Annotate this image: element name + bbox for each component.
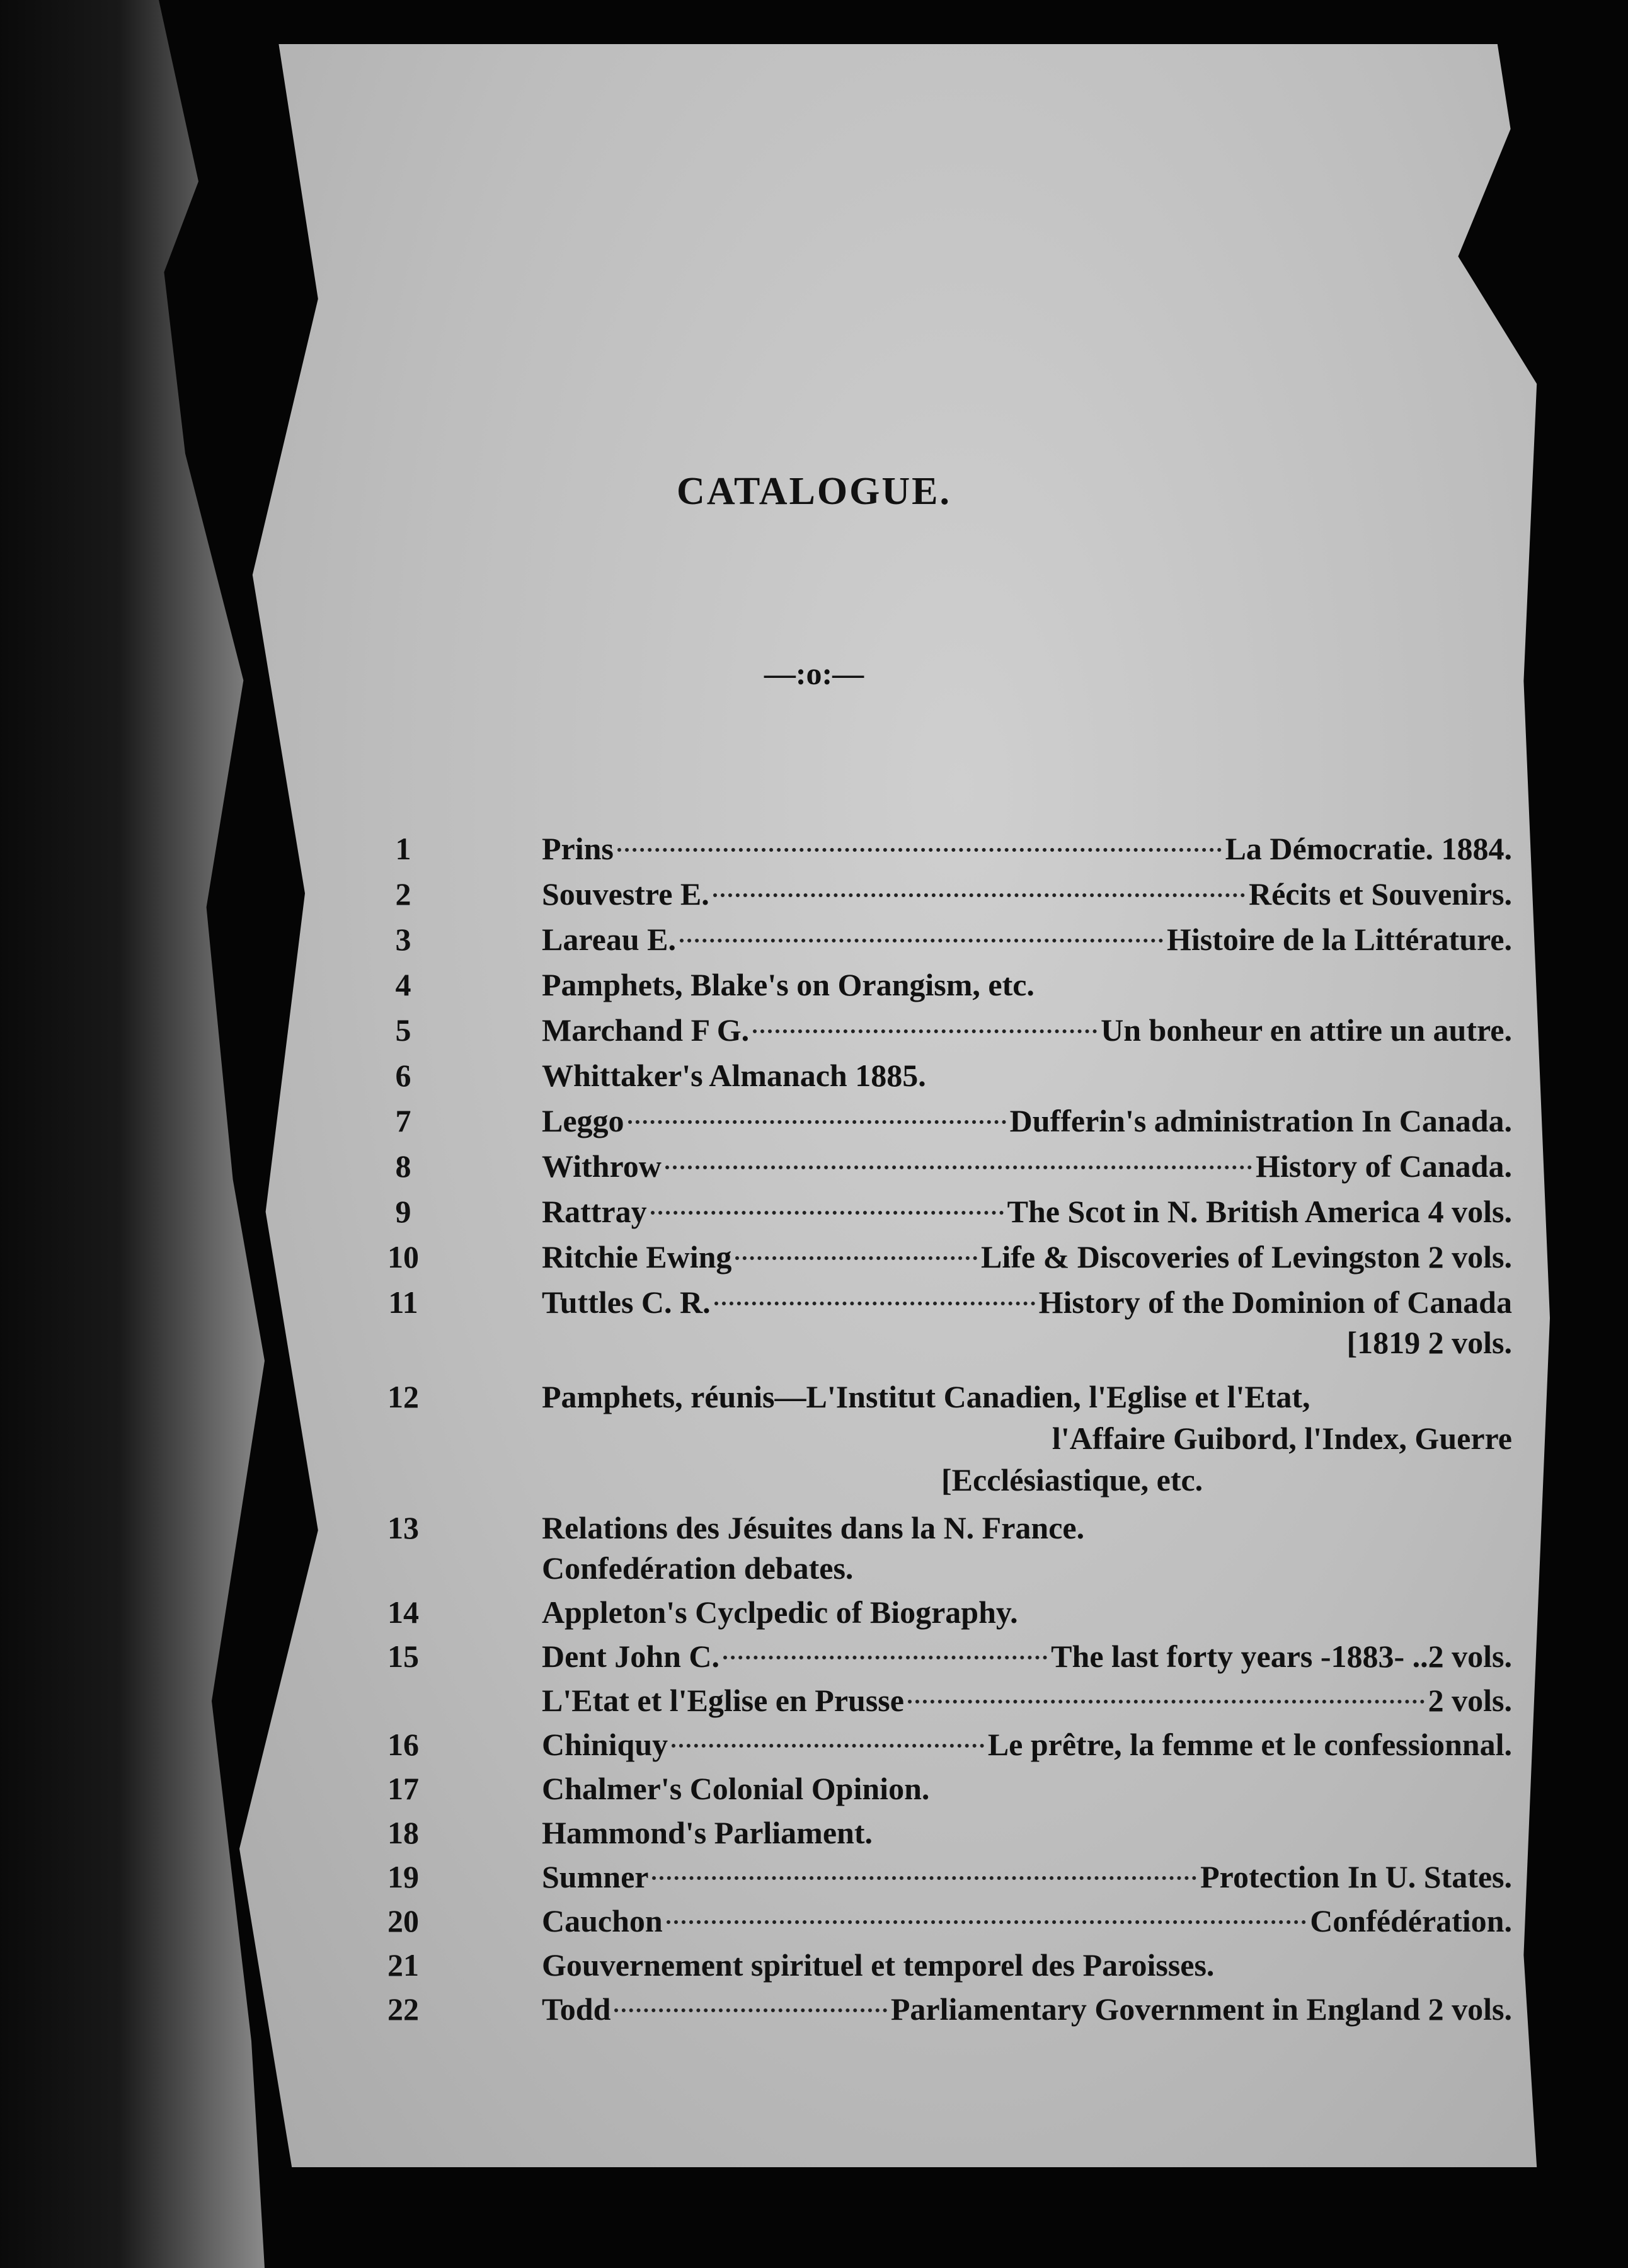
entry-title: Life & Discoveries of Levingston 2 vols. [981,1239,1512,1274]
page-title: CATALOGUE. [677,470,951,513]
entry-author: Ritchie Ewing [542,1239,732,1274]
entry-title: History of the Dominion of Canada [1038,1285,1512,1320]
leader-dots [714,1302,1035,1305]
entry-author: Pamphets, réunis— [542,1379,806,1414]
entry-author: Hammond's Parliament. [542,1815,873,1850]
entry-title: Protection In U. States. [1200,1859,1512,1894]
entry-number: 22 [387,1991,419,2027]
entry-number: 7 [395,1103,411,1138]
entry-number: 17 [387,1771,419,1806]
entry-number: 20 [387,1903,419,1939]
entry-title: Récits et Souvenirs. [1249,876,1512,912]
entry-title: The Scot in N. British America 4 vols. [1007,1194,1512,1229]
entry-author: Withrow [542,1148,662,1184]
leader-dots [617,848,1222,852]
entry-title: Histoire de la Littérature. [1166,922,1512,957]
leader-dots [628,1120,1006,1124]
entry-title: La Démocratie. 1884. [1225,831,1512,866]
leader-dots [652,1876,1196,1880]
title-divider: —:o:— [764,656,864,691]
leader-dots [665,1166,1252,1169]
entry-continuation: l'Affaire Guibord, l'Index, Guerre [1052,1421,1512,1456]
entry-number: 11 [388,1285,418,1320]
entry-number: 10 [387,1239,419,1274]
leader-dots [723,1656,1047,1659]
leader-dots [753,1029,1097,1033]
entry-number: 9 [395,1194,411,1229]
entry-number: 12 [387,1379,419,1414]
entry-number: 3 [395,922,411,957]
entry-author: Sumner [542,1859,649,1894]
entry-number: 2 [395,876,411,912]
entry-author: Lareau E. [542,922,676,957]
leader-dots [680,939,1163,942]
entry-author: Cauchon [542,1903,663,1939]
entry-title: Dufferin's administration In Canada. [1009,1103,1512,1138]
leader-dots [735,1256,977,1260]
leader-dots [908,1700,1424,1704]
entry-author: Pamphets, Blake's on Orangism, etc. [542,967,1035,1002]
entry-number: 1 [395,831,411,866]
leader-dots [614,2008,887,2012]
entry-number: 5 [395,1012,411,1048]
entry-number: 8 [395,1148,411,1184]
entry-author: Appleton's Cyclpedic of Biography. [542,1595,1018,1630]
entry-author: Whittaker's Almanach 1885. [542,1058,926,1093]
entry-title: Un bonheur en attire un autre. [1101,1012,1512,1048]
entry-title: Confédération. [1310,1903,1512,1939]
entry-title: L'Institut Canadien, l'Eglise et l'Etat, [806,1379,1310,1414]
entry-title: Parliamentary Government in England 2 vols. [890,1991,1512,2027]
leader-dots [667,1920,1306,1924]
entry-author: L'Etat et l'Eglise en Prusse [542,1683,904,1718]
entry-number: 13 [387,1510,419,1545]
entry-title: History of Canada. [1256,1148,1512,1184]
entry-number: 14 [387,1595,419,1630]
entry-number: 15 [387,1639,419,1674]
leader-dots [672,1744,984,1748]
entry-author: Relations des Jésuites dans la N. France. [542,1510,1085,1545]
entry-number: 18 [387,1815,419,1850]
entry-number: 21 [387,1947,419,1983]
entry-author: Leggo [542,1103,624,1138]
entry-author: Tuttles C. R. [542,1285,711,1320]
entry-title: Le prêtre, la femme et le confessionnal. [987,1727,1512,1762]
entry-number: 16 [387,1727,419,1762]
leader-dots [651,1211,1004,1215]
entry-continuation: [1819 2 vols. [1346,1325,1512,1360]
leader-dots [713,893,1245,897]
entry-author: Gouvernement spirituel et temporel des Paroisses. [542,1947,1215,1983]
entry-author: Marchand F G. [542,1012,750,1048]
scan-dark-edge [0,0,265,2268]
entry-title: The last forty years -1883- ..2 vols. [1051,1639,1512,1674]
entry-number: 19 [387,1859,419,1894]
entry-author: Prins [542,831,614,866]
entry-author: Souvestre E. [542,876,709,912]
entry-author: Dent John C. [542,1639,719,1674]
entry-continuation: [Ecclésiastique, etc. [941,1462,1203,1498]
entry-title: 2 vols. [1428,1683,1512,1718]
entry-author: Todd [542,1991,611,2027]
entry-author: Chalmer's Colonial Opinion. [542,1771,930,1806]
entry-number: 4 [395,967,411,1002]
entry-number: 6 [395,1058,411,1093]
entry-author: Chiniquy [542,1727,668,1762]
entry-author: Rattray [542,1194,647,1229]
entry-author: Confedération debates. [542,1550,854,1586]
